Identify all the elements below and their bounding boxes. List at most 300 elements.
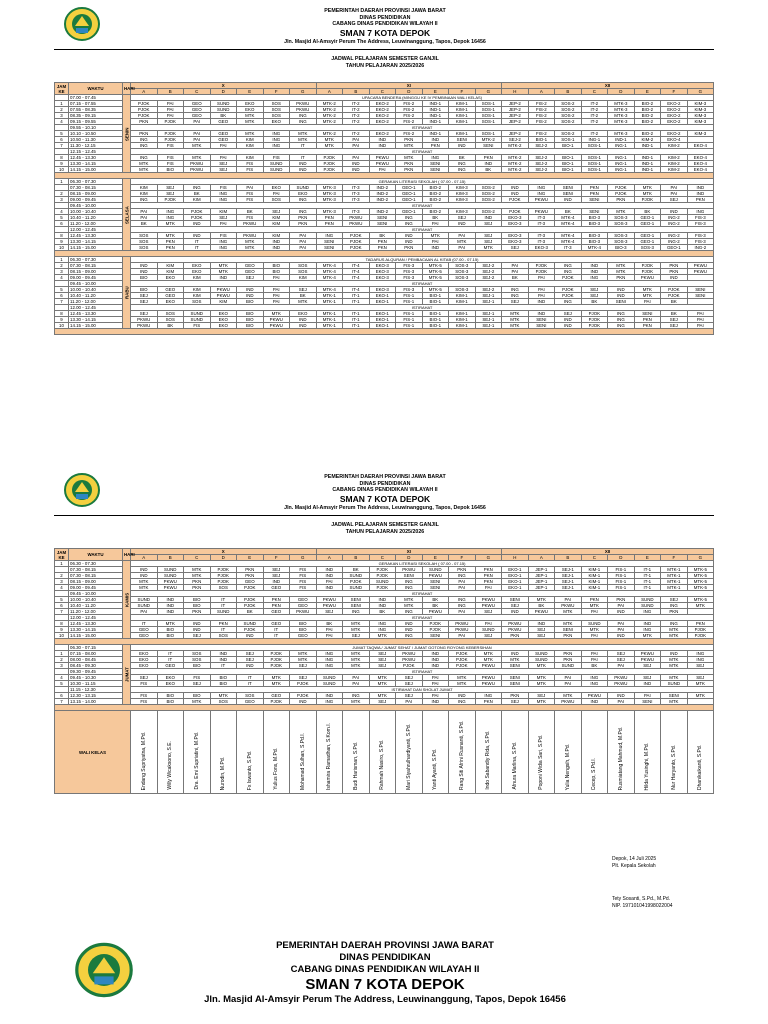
- subject-cell: BIO-3: [581, 233, 608, 239]
- subject-cell: SOS-2: [475, 197, 502, 203]
- waktu-cell: 13.30 - 14.15: [69, 239, 123, 245]
- subject-cell: SOS: [184, 657, 211, 663]
- subject-cell: EKO-3: [369, 269, 396, 275]
- subject-cell: PKWU: [369, 155, 396, 161]
- subject-cell: PJOK: [237, 597, 264, 603]
- subject-cell: ING: [581, 681, 608, 687]
- subject-cell: SEJ-2: [475, 269, 502, 275]
- subject-cell: PKN: [475, 699, 502, 705]
- subject-cell: SOS-2: [555, 101, 582, 107]
- subject-cell: ING-2: [661, 215, 688, 221]
- subject-cell: ING: [634, 609, 661, 615]
- subject-cell: SOS: [157, 317, 184, 323]
- subject-cell: FIS: [237, 197, 264, 203]
- subject-cell: PJOK: [210, 579, 237, 585]
- subject-cell: PKN: [608, 275, 635, 281]
- subject-cell: IND: [210, 657, 237, 663]
- subject-cell: SEJ: [290, 287, 317, 293]
- subject-cell: GEO: [263, 693, 290, 699]
- jam-cell: 2: [55, 263, 69, 269]
- jam-cell: 7: [55, 143, 69, 149]
- subject-cell: SEJ: [396, 675, 423, 681]
- jam-cell: 8: [55, 621, 69, 627]
- subject-cell: SOS: [263, 197, 290, 203]
- subject-cell: BIO-2: [422, 185, 449, 191]
- subject-cell: MTK-2: [316, 107, 343, 113]
- subject-cell: ING: [449, 597, 476, 603]
- subject-cell: ING: [608, 323, 635, 329]
- subject-cell: SUND: [210, 101, 237, 107]
- subject-cell: PJOK: [237, 585, 264, 591]
- subject-cell: PKN: [581, 597, 608, 603]
- subject-cell: GEO-1: [634, 221, 661, 227]
- subject-cell: FIS-2: [528, 113, 555, 119]
- activity-note: ISTIRAHAT: [131, 305, 714, 311]
- subject-cell: ING: [396, 609, 423, 615]
- subject-cell: IND: [237, 287, 264, 293]
- subject-cell: FIS-2: [396, 131, 423, 137]
- subject-cell: KIM-1: [449, 293, 476, 299]
- homeroom-teacher: [263, 711, 290, 794]
- subject-cell: ING: [396, 221, 423, 227]
- subject-cell: MTK-4: [316, 269, 343, 275]
- class-letter: F: [661, 555, 688, 561]
- subject-cell: ING: [263, 137, 290, 143]
- grade-12-header: XII: [502, 549, 714, 555]
- subject-cell: IND: [396, 233, 423, 239]
- subject-cell: KIM-1: [449, 323, 476, 329]
- class-letter: D: [210, 555, 237, 561]
- subject-cell: SUND: [528, 651, 555, 657]
- subject-cell: PJOK: [131, 107, 158, 113]
- subject-cell: IT: [210, 603, 237, 609]
- subject-cell: PAI: [316, 579, 343, 585]
- subject-cell: PJOK: [581, 317, 608, 323]
- homeroom-teacher: [157, 711, 184, 794]
- subject-cell: SEJ-1: [475, 323, 502, 329]
- subject-cell: PJOK: [449, 657, 476, 663]
- subject-cell: EKO-1: [502, 585, 529, 591]
- subject-cell: PAI: [608, 627, 635, 633]
- subject-cell: EKO-2: [661, 131, 688, 137]
- west-java-logo: [62, 472, 102, 508]
- subject-cell: ING: [316, 699, 343, 705]
- subject-cell: MTK-1: [316, 323, 343, 329]
- subject-cell: BK: [157, 323, 184, 329]
- subject-cell: SEJ: [131, 311, 158, 317]
- subject-cell: KIM: [157, 263, 184, 269]
- subject-cell: SEJ: [210, 161, 237, 167]
- subject-cell: PKWU: [290, 101, 317, 107]
- jam-cell: 1: [55, 179, 69, 185]
- class-letter: B: [343, 89, 370, 95]
- jam-cell: 10: [55, 323, 69, 329]
- branch-name: CABANG DINAS PENDIDIKAN WILAYAH II: [332, 487, 438, 494]
- subject-cell: PAI: [184, 137, 211, 143]
- subject-cell: MTK: [396, 155, 423, 161]
- subject-cell: FIS-3: [687, 221, 714, 227]
- subject-cell: EKO: [237, 107, 264, 113]
- jam-cell: 8: [55, 311, 69, 317]
- subject-cell: BIO-3: [581, 221, 608, 227]
- subject-cell: EKO: [131, 657, 158, 663]
- subject-cell: PAI: [581, 657, 608, 663]
- subject-cell: KIM: [263, 233, 290, 239]
- subject-cell: SEJ: [396, 693, 423, 699]
- waktu-cell: 07.30 - 08.15: [69, 185, 123, 191]
- subject-cell: KIM-1: [449, 101, 476, 107]
- subject-cell: MTK-2: [475, 137, 502, 143]
- subject-cell: SEJ: [528, 633, 555, 639]
- subject-cell: SENI: [343, 603, 370, 609]
- subject-cell: FIS-2: [528, 131, 555, 137]
- subject-cell: IND: [316, 585, 343, 591]
- subject-cell: MTK-3: [608, 119, 635, 125]
- activity-note: GERAKAN LITERASI SEKOLAH ( 07.00 - 07.15): [131, 561, 714, 567]
- subject-cell: SUND: [316, 681, 343, 687]
- subject-cell: SENI: [608, 299, 635, 305]
- subject-cell: ING: [316, 233, 343, 239]
- class-letter: A: [528, 555, 555, 561]
- subject-cell: SUND: [343, 573, 370, 579]
- waktu-cell: 12.15 - 12.45: [69, 149, 123, 155]
- jam-cell: 9: [55, 317, 69, 323]
- subject-cell: FIS-2: [396, 101, 423, 107]
- subject-cell: KIM: [184, 197, 211, 203]
- subject-cell: IT-2: [343, 107, 370, 113]
- class-letter: G: [290, 555, 317, 561]
- subject-cell: ING: [184, 185, 211, 191]
- waktu-cell: 12.45 - 13.30: [69, 155, 123, 161]
- class-letter: C: [581, 89, 608, 95]
- subject-cell: PJOK: [687, 627, 714, 633]
- subject-cell: SENI: [422, 585, 449, 591]
- subject-cell: MTK: [343, 627, 370, 633]
- subject-cell: IT-1: [634, 573, 661, 579]
- subject-cell: KIM: [210, 209, 237, 215]
- class-letter: D: [608, 555, 635, 561]
- subject-cell: PKWU: [475, 681, 502, 687]
- subject-cell: KIM-2: [661, 143, 688, 149]
- class-letter: A: [316, 89, 343, 95]
- class-letter: G: [687, 89, 714, 95]
- subject-cell: KIM-1: [581, 573, 608, 579]
- subject-cell: SOS-1: [475, 107, 502, 113]
- subject-cell: IND: [263, 245, 290, 251]
- subject-cell: MTK-3: [608, 131, 635, 137]
- homeroom-teacher: [396, 711, 423, 794]
- header-rule: [54, 49, 714, 50]
- subject-cell: IT-2: [581, 131, 608, 137]
- subject-cell: IND: [634, 681, 661, 687]
- subject-cell: EKO-3: [528, 245, 555, 251]
- subject-cell: PKWU: [608, 681, 635, 687]
- homeroom-teacher: [475, 711, 502, 794]
- subject-cell: SUND: [369, 579, 396, 585]
- subject-cell: PJOK: [157, 197, 184, 203]
- waktu-cell: 10.50 - 11.30: [69, 137, 123, 143]
- subject-cell: ING-1: [608, 161, 635, 167]
- subject-cell: IND: [581, 269, 608, 275]
- homeroom-teacher: [581, 711, 608, 794]
- day-label: RABU: [123, 257, 131, 329]
- jam-cell: 1: [55, 257, 69, 263]
- subject-cell: SOS-2: [555, 113, 582, 119]
- jam-cell: 5: [55, 215, 69, 221]
- subject-cell: ING: [343, 609, 370, 615]
- jam-cell: 1: [55, 651, 69, 657]
- school-address: Jln. Masjid Al-Amsyir Perum The Address, Leuwinanggung, Tapos, Depok 16456: [284, 504, 486, 511]
- subject-cell: IND: [528, 621, 555, 627]
- waktu-cell: 13.15 - 14.00: [69, 699, 123, 705]
- subject-cell: ING: [661, 621, 688, 627]
- subject-cell: IND: [184, 621, 211, 627]
- dept-name: DINAS PENDIDIKAN: [359, 14, 411, 21]
- subject-cell: BK: [290, 293, 317, 299]
- subject-cell: MTK-3: [316, 191, 343, 197]
- subject-cell: BIO: [210, 675, 237, 681]
- subject-cell: PKN: [396, 137, 423, 143]
- subject-cell: EKO: [157, 275, 184, 281]
- subject-cell: SENI: [581, 197, 608, 203]
- subject-cell: ING: [422, 155, 449, 161]
- subject-cell: PJOK: [237, 603, 264, 609]
- subject-cell: MTK: [157, 221, 184, 227]
- subject-cell: SEJ: [555, 311, 582, 317]
- teacher-name: Hilda Yusinghi, M.Pd.: [644, 742, 651, 790]
- subject-cell: GEO: [263, 621, 290, 627]
- subject-cell: SENI: [475, 143, 502, 149]
- homeroom-teacher: [210, 711, 237, 794]
- subject-cell: ING: [555, 263, 582, 269]
- subject-cell: PAI: [422, 239, 449, 245]
- subject-cell: SEJ: [210, 215, 237, 221]
- subject-cell: MTK: [290, 299, 317, 305]
- subject-cell: FIS-1: [396, 317, 423, 323]
- subject-cell: KIM-3: [687, 113, 714, 119]
- waktu-cell: 12.00 - 12.45: [69, 615, 123, 621]
- waktu-cell: 12.45 - 13.30: [69, 311, 123, 317]
- subject-cell: BK: [634, 209, 661, 215]
- subject-cell: EKO-2: [369, 119, 396, 125]
- subject-cell: IND: [184, 233, 211, 239]
- waktu-cell: 12.30 - 13.15: [69, 693, 123, 699]
- class-letter: B: [157, 555, 184, 561]
- subject-cell: IND: [502, 651, 529, 657]
- subject-cell: PAI: [608, 621, 635, 627]
- jam-cell: 3: [55, 579, 69, 585]
- subject-cell: IT: [290, 155, 317, 161]
- subject-cell: IT-2: [581, 101, 608, 107]
- subject-cell: MTK: [422, 233, 449, 239]
- subject-cell: ING: [290, 119, 317, 125]
- subject-cell: FIS-2: [396, 107, 423, 113]
- subject-cell: SUND: [316, 675, 343, 681]
- subject-cell: SUND: [528, 657, 555, 663]
- jam-cell: 6: [55, 603, 69, 609]
- subject-cell: PAI: [502, 263, 529, 269]
- subject-cell: PKWU: [396, 567, 423, 573]
- subject-cell: KIM-1: [449, 131, 476, 137]
- subject-cell: PKWU: [237, 221, 264, 227]
- subject-cell: FIS: [290, 585, 317, 591]
- subject-cell: PAI: [581, 609, 608, 615]
- subject-cell: IND: [449, 143, 476, 149]
- activity-note: UPACARA BENDERA (MINGGU KE IV PEMBINAAN WALI KELAS): [131, 95, 714, 101]
- subject-cell: SENI: [502, 675, 529, 681]
- subject-cell: SOS-1: [581, 167, 608, 173]
- subject-cell: IND: [528, 299, 555, 305]
- subject-cell: BIO-1: [422, 299, 449, 305]
- subject-cell: IT-2: [343, 113, 370, 119]
- subject-cell: PJOK: [263, 657, 290, 663]
- subject-cell: IND: [475, 161, 502, 167]
- subject-cell: FIS: [157, 143, 184, 149]
- subject-cell: PAI: [131, 209, 158, 215]
- subject-cell: MTK-1: [661, 585, 688, 591]
- subject-cell: MTK: [449, 675, 476, 681]
- subject-cell: MTK: [237, 245, 264, 251]
- jam-header: JAM KE: [55, 83, 69, 95]
- jam-cell: 3: [55, 197, 69, 203]
- subject-cell: IT: [210, 597, 237, 603]
- subject-cell: SUND: [581, 621, 608, 627]
- subject-cell: IND: [369, 137, 396, 143]
- jam-cell: 4: [55, 675, 69, 681]
- subject-cell: SEJ: [157, 191, 184, 197]
- waktu-cell: 12.00 - 12.45: [69, 305, 123, 311]
- subject-cell: ING-1: [608, 143, 635, 149]
- subject-cell: PAI: [369, 167, 396, 173]
- subject-cell: PAI: [661, 185, 688, 191]
- subject-cell: MTK: [343, 699, 370, 705]
- subject-cell: IT-4: [343, 263, 370, 269]
- subject-cell: ING: [581, 675, 608, 681]
- subject-cell: MTK: [184, 143, 211, 149]
- class-letter: A: [131, 89, 158, 95]
- activity-note: ISTIRAHAT: [131, 149, 714, 155]
- subject-cell: SUND: [157, 573, 184, 579]
- subject-cell: MTK: [555, 609, 582, 615]
- subject-cell: PKWU: [157, 579, 184, 585]
- subject-cell: JEP-2: [502, 101, 529, 107]
- subject-cell: FIS-1: [608, 585, 635, 591]
- waktu-header: WAKTU: [69, 83, 123, 95]
- subject-cell: KIM-3: [449, 209, 476, 215]
- subject-cell: SENI: [634, 699, 661, 705]
- schedule-title: JADWAL PELAJARAN SEMESTER GANJIL: [331, 522, 439, 528]
- subject-cell: SEJ: [290, 663, 317, 669]
- subject-cell: IT: [157, 651, 184, 657]
- dept-name: DINAS PENDIDIKAN: [339, 951, 431, 963]
- subject-cell: PJOK: [343, 245, 370, 251]
- subject-cell: PJOK: [634, 197, 661, 203]
- subject-cell: IND: [608, 287, 635, 293]
- subject-cell: PKN: [608, 197, 635, 203]
- subject-cell: KIM: [210, 299, 237, 305]
- subject-cell: MTK-5: [687, 585, 714, 591]
- subject-cell: PKWU: [687, 263, 714, 269]
- subject-cell: MTK-2: [502, 143, 529, 149]
- subject-cell: IT: [263, 633, 290, 639]
- subject-cell: GEO: [157, 663, 184, 669]
- subject-cell: ING: [634, 627, 661, 633]
- subject-cell: PAI: [555, 597, 582, 603]
- subject-cell: PKN: [555, 651, 582, 657]
- subject-cell: FIS: [210, 233, 237, 239]
- waktu-cell: 12.45 - 13.30: [69, 233, 123, 239]
- subject-cell: PAI: [184, 131, 211, 137]
- subject-cell: IND: [131, 269, 158, 275]
- subject-cell: FIS: [237, 161, 264, 167]
- subject-cell: MTK: [131, 585, 158, 591]
- subject-cell: SENI: [502, 663, 529, 669]
- subject-cell: PKWU: [555, 699, 582, 705]
- subject-cell: EKO: [131, 663, 158, 669]
- subject-cell: GEO-1: [396, 191, 423, 197]
- subject-cell: SENI: [369, 215, 396, 221]
- subject-cell: MTK: [237, 239, 264, 245]
- waktu-cell: 08.45 - 09.30: [69, 663, 123, 669]
- signature-block: [612, 856, 673, 910]
- subject-cell: SEJ: [210, 167, 237, 173]
- subject-cell: ING-1: [608, 167, 635, 173]
- subject-cell: IND-1: [422, 107, 449, 113]
- subject-cell: IND: [316, 573, 343, 579]
- subject-cell: SOS-3: [608, 221, 635, 227]
- subject-cell: PAI: [290, 233, 317, 239]
- subject-cell: IT-3: [528, 239, 555, 245]
- subject-cell: GEO: [210, 137, 237, 143]
- subject-cell: FIS: [131, 681, 158, 687]
- subject-cell: SEJ-2: [475, 263, 502, 269]
- waktu-cell: 09.00 - 09.45: [69, 197, 123, 203]
- subject-cell: PAI: [475, 585, 502, 591]
- subject-cell: IT-1: [634, 567, 661, 573]
- subject-cell: IND: [396, 627, 423, 633]
- subject-cell: SENI: [555, 627, 582, 633]
- jam-cell: 9: [55, 239, 69, 245]
- subject-cell: PKN: [502, 633, 529, 639]
- subject-cell: PKWU: [369, 161, 396, 167]
- subject-cell: BK: [422, 603, 449, 609]
- subject-cell: EKO: [263, 185, 290, 191]
- subject-cell: PJOK: [502, 197, 529, 203]
- subject-cell: PKN: [581, 185, 608, 191]
- subject-cell: MTK-3: [608, 107, 635, 113]
- subject-cell: FIS-2: [396, 113, 423, 119]
- subject-cell: EKO-4: [687, 155, 714, 161]
- subject-cell: MTK: [687, 681, 714, 687]
- subject-cell: PKN: [475, 567, 502, 573]
- waktu-cell: 09.00 - 09.45: [69, 585, 123, 591]
- subject-cell: IND: [290, 317, 317, 323]
- class-letter: C: [184, 89, 211, 95]
- subject-cell: GEO-1: [396, 185, 423, 191]
- subject-cell: IND: [131, 263, 158, 269]
- waktu-cell: 07.15 - 08.00: [69, 651, 123, 657]
- subject-cell: BIO-1: [422, 323, 449, 329]
- subject-cell: IND: [475, 215, 502, 221]
- subject-cell: PKWU: [316, 597, 343, 603]
- schedule-table-1: [54, 82, 714, 335]
- subject-cell: KIM-1: [449, 107, 476, 113]
- subject-cell: SUND: [131, 603, 158, 609]
- class-letter: E: [422, 555, 449, 561]
- subject-cell: SEJ: [687, 675, 714, 681]
- subject-cell: BIO-1: [422, 317, 449, 323]
- subject-cell: MTK: [343, 651, 370, 657]
